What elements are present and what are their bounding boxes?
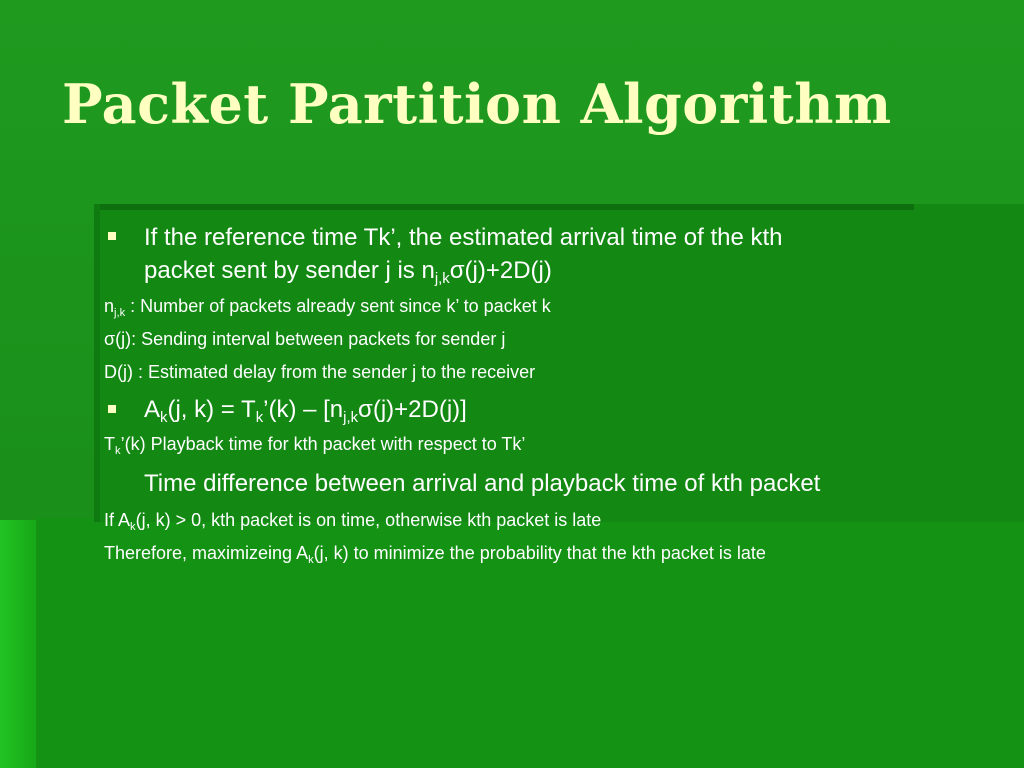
conclusion-line — [104, 543, 766, 564]
condition-subscript: k — [130, 520, 136, 533]
definition-sigma: σ(j): Sending interval between packets for sender j — [104, 329, 506, 349]
definition-t-subscript: k — [115, 444, 121, 457]
bullet-marker-2 — [108, 405, 116, 413]
formula-t-subscript: k — [255, 410, 264, 427]
formula-n-subscript: j,k — [343, 410, 359, 427]
bullet2-formula — [144, 396, 467, 427]
condition-post: (j, k) > 0, kth packet is on time, otherwise kth packet is late — [135, 510, 602, 530]
definition-t-text: ’(k) Playback time for kth packet with respect to Tk’ — [120, 434, 526, 454]
time-difference-line: Time difference between arrival and playback time of kth packet — [144, 470, 821, 497]
formula-a: A — [144, 396, 161, 423]
bullet-marker-1 — [108, 232, 116, 240]
bullet1-line1: If the reference time Tk’, the estimated arrival time of the kth — [144, 224, 783, 251]
bullet1-line2 — [144, 257, 552, 288]
bullet1-line2-text: packet sent by sender j is n — [144, 257, 435, 284]
formula-end: σ(j)+2D(j)] — [358, 396, 467, 423]
definition-d: D(j) : Estimated delay from the sender j to the receiver — [104, 362, 536, 382]
formula-middle2: ’(k) – [n — [263, 396, 344, 423]
definition-n-symbol: n — [104, 296, 115, 316]
slide-title: Packet Partition Algorithm — [62, 72, 892, 136]
conclusion-post: (j, k) to minimize the probability that the kth packet is late — [313, 543, 766, 563]
definition-n-subscript: j,k — [114, 306, 126, 319]
bullet1-subscript: j,k — [434, 271, 450, 288]
definition-n-text: : Number of packets already sent since k’ to packet k — [125, 296, 551, 316]
condition-line — [104, 510, 601, 531]
conclusion-subscript: k — [308, 553, 314, 566]
background-left-block — [0, 520, 40, 768]
formula-middle: (j, k) = T — [167, 396, 256, 423]
condition-pre: If A — [104, 510, 131, 530]
formula-a-subscript: k — [160, 410, 168, 427]
definition-n — [104, 296, 551, 317]
bullet1-line2-end: σ(j)+2D(j) — [449, 257, 552, 284]
background-panel-shadow-top — [94, 204, 914, 210]
background-panel-shadow-side — [94, 204, 100, 522]
definition-t-symbol: T — [104, 434, 115, 454]
definition-t — [104, 434, 525, 455]
conclusion-pre: Therefore, maximizeing A — [104, 543, 309, 563]
